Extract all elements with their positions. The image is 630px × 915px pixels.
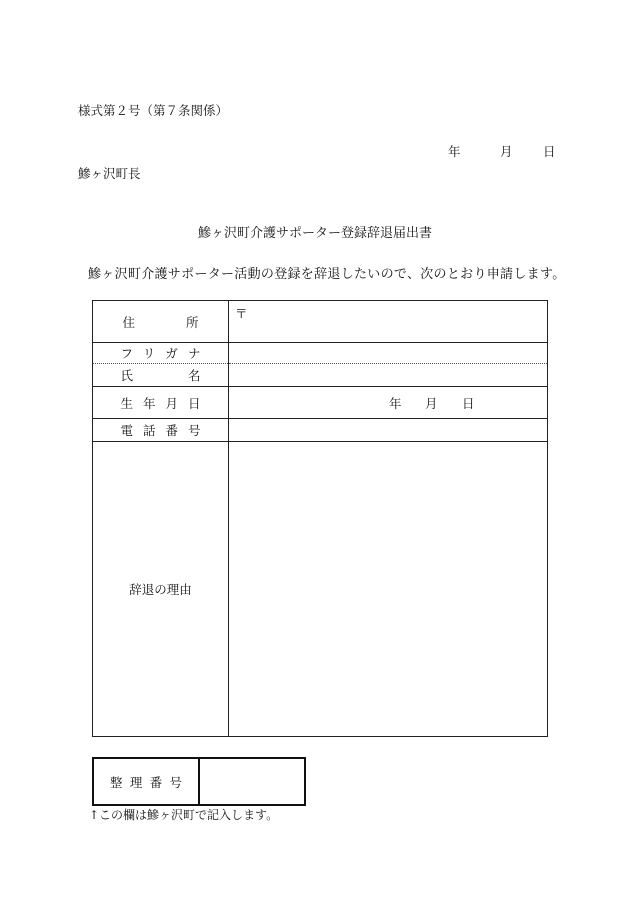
name-field[interactable] (229, 364, 548, 387)
document-title: 鰺ヶ沢町介護サポーター登録辞退届出書 (197, 226, 432, 241)
date-month-label: 月 (500, 144, 513, 159)
address-label-cell (93, 301, 229, 343)
reason-label: 辞退の理由 (129, 582, 192, 597)
name-label-cell (93, 364, 229, 387)
furigana-row (93, 343, 548, 364)
office-use-box (92, 757, 306, 806)
application-form-table (92, 300, 548, 737)
birthdate-label-cell (93, 387, 229, 419)
address-label: 住所 (122, 314, 199, 330)
birthdate-label: 生年月日 (120, 395, 201, 411)
office-use-note: ↑この欄は鰺ヶ沢町で記入します。 (89, 808, 279, 822)
birth-month-label: 月 (425, 395, 438, 411)
furigana-label-cell (93, 343, 229, 364)
intro-statement: 鰺ヶ沢町介護サポーター活動の登録を辞退したいので、次のとおり申請します。 (88, 267, 566, 282)
phone-label: 電話番号 (120, 423, 201, 438)
submission-date (448, 142, 556, 160)
date-year-label: 年 (448, 144, 461, 159)
address-row (93, 301, 548, 343)
reason-label-cell (93, 442, 229, 737)
phone-row (93, 419, 548, 442)
reference-number-label-cell (93, 758, 199, 805)
phone-label-cell (93, 419, 229, 442)
furigana-field[interactable] (229, 343, 548, 364)
name-row (93, 364, 548, 387)
reference-number-field[interactable] (199, 758, 305, 805)
date-day-label: 日 (543, 144, 556, 159)
birthdate-field[interactable] (229, 387, 548, 419)
furigana-label: フリガナ (120, 346, 201, 361)
reason-field[interactable] (229, 442, 548, 737)
birth-year-label: 年 (389, 395, 402, 411)
birth-day-label: 日 (462, 395, 475, 411)
reason-row (93, 442, 548, 737)
form-reference: 様式第２号（第７条関係） (78, 103, 229, 118)
address-field[interactable] (229, 301, 548, 343)
postal-mark: 〒 (235, 306, 248, 321)
phone-field[interactable] (229, 419, 548, 442)
birthdate-row (93, 387, 548, 419)
reference-number-label: 整理番号 (110, 774, 182, 790)
name-label: 氏名 (120, 368, 201, 383)
addressee: 鰺ヶ沢町長 (78, 166, 141, 181)
